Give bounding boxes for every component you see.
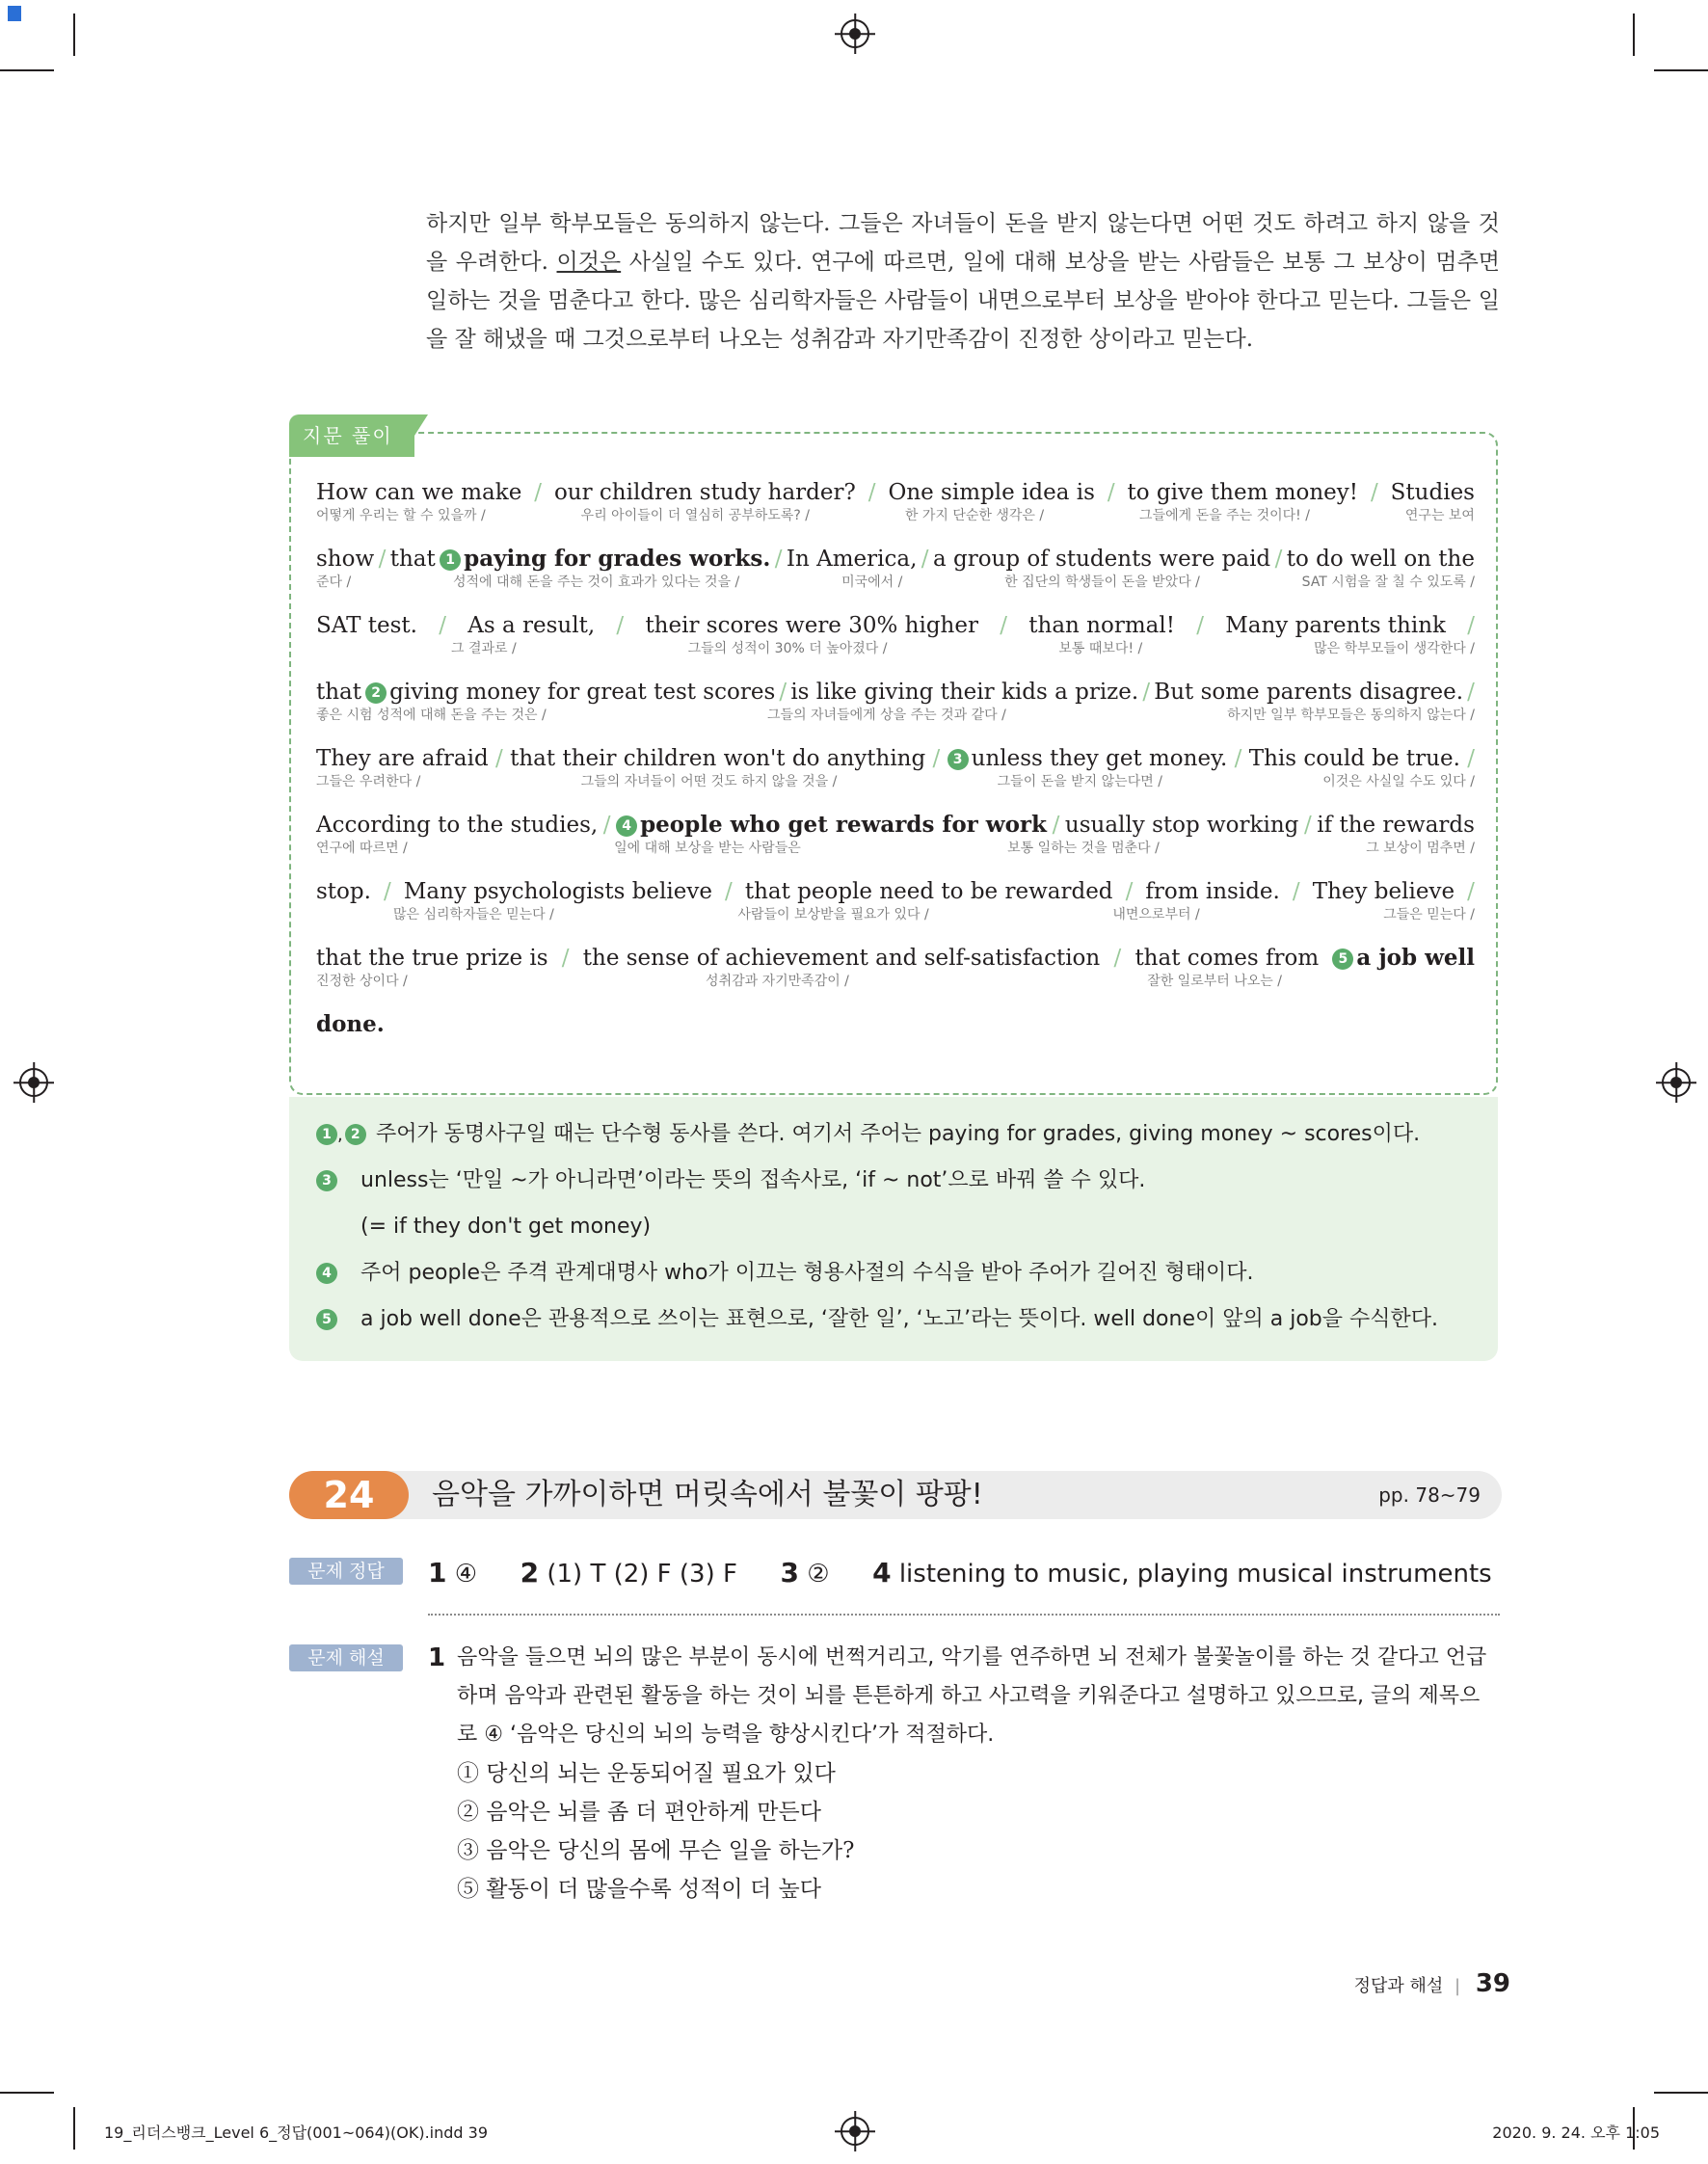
- grammar-notes: [289, 1097, 1498, 1361]
- gloss: 그들의 자녀들에게 상을 주는 것과 같다 /: [767, 708, 1006, 723]
- crop-mark: [1633, 13, 1635, 56]
- gloss: 미국에서 /: [841, 574, 903, 590]
- crop-mark: [73, 2107, 75, 2150]
- note-number-icon: 5: [316, 1309, 337, 1330]
- option-item: ③ 음악은 당신의 몸에 무슨 일을 하는가?: [457, 1838, 855, 1863]
- chunk: show: [316, 547, 375, 572]
- note-row: [316, 1305, 1438, 1334]
- chunk: They believe: [1312, 879, 1455, 904]
- gloss: 그들에게 돈을 주는 것이다! /: [1139, 508, 1310, 523]
- translation-text: 하지만 일부 학부모들은 동의하지 않는다. 그들은 자녀들이 돈을 받지 않는다면 어떤 것도 하려고 하지 않을 것을 우려한다.: [426, 211, 1500, 275]
- analysis-line: [316, 1010, 1475, 1070]
- chunk: paying for grades works.: [464, 546, 771, 572]
- note-text: a job well done은 관용적으로 쓰이는 표현으로, ‘잘한 일’, ‘노고’라는 뜻이다. well done이 앞의 a job을 수식한다.: [360, 1307, 1438, 1331]
- page-number: 39: [1475, 1969, 1510, 1998]
- gloss: 사람들이 보상받을 필요가 있다 /: [737, 907, 929, 922]
- chunk: that: [316, 680, 362, 705]
- footer-file: 19_리더스뱅크_Level 6_정답(001~064)(OK).indd 39: [104, 2124, 489, 2142]
- chunk: that their children won't do anything: [510, 746, 926, 771]
- gloss: 일에 대해 보상을 받는 사람들은: [614, 841, 801, 856]
- chunk: is like giving their kids a prize.: [790, 680, 1139, 705]
- folio-label: 정답과 해설: [1353, 1976, 1444, 1996]
- bookmark-icon: [8, 6, 21, 21]
- crop-mark: [73, 13, 75, 56]
- answer-value: ④: [454, 1560, 478, 1589]
- gloss: 많은 심리학자들은 믿는다 /: [393, 907, 554, 922]
- explanation-number: 1: [428, 1643, 446, 1672]
- note-row: [316, 1259, 1254, 1288]
- chunk: usually stop working: [1064, 813, 1299, 838]
- chunk: the sense of achievement and self-satisfaction: [582, 946, 1101, 971]
- chunk: Studies: [1390, 480, 1475, 505]
- section-pages: pp. 78~79: [1378, 1483, 1481, 1507]
- analysis-line: show / that 1 paying for grades works. / In America, / a group of students were paid / to do well on the 준다 / 성적에 대해 돈을 주는 것이 효과가 있다는 것을 / 미국에서 / 한 집단의 학생들이 돈을 받았다 / SAT 시험을 잘 칠 수 있도록 /: [316, 546, 1475, 590]
- gloss: 성적에 대해 돈을 주는 것이 효과가 있다는 것을 /: [453, 574, 740, 590]
- answers-label: 문제 정답: [289, 1558, 403, 1585]
- chunk: our children study harder?: [553, 480, 856, 505]
- answer-number: 2: [520, 1557, 540, 1589]
- section-header: [289, 1471, 1502, 1519]
- gloss: 그 보상이 멈추면 /: [1366, 841, 1475, 856]
- marker-1-icon: 1: [440, 549, 461, 571]
- analysis-tag: 지문 풀이: [289, 414, 414, 457]
- section-title: 음악을 가까이하면 머릿속에서 불꽃이 팡팡!: [432, 1478, 983, 1511]
- gloss: 그 결과로 /: [451, 641, 517, 656]
- chunk: In America,: [786, 547, 918, 572]
- note-number-icon: 4: [316, 1263, 337, 1284]
- chunk: to do well on the: [1286, 547, 1475, 572]
- gloss: 진정한 상이다 /: [316, 974, 408, 989]
- chunk: But some parents disagree.: [1154, 680, 1464, 705]
- chunk: that comes from: [1134, 946, 1320, 971]
- note-text: 주어가 동명사구일 때는 단수형 동사를 쓴다. 여기서 주어는 paying for grades, giving money ~ scores이다.: [376, 1122, 1421, 1146]
- note-text: (= if they don't get money): [360, 1215, 652, 1239]
- option-item: ② 음악은 뇌를 좀 더 편안하게 만든다: [457, 1800, 821, 1825]
- crop-mark: [1654, 2092, 1708, 2094]
- marker-4-icon: 4: [616, 815, 637, 837]
- chunk: giving money for great test scores: [389, 680, 776, 705]
- registration-mark-icon: [1662, 1068, 1691, 1097]
- chunk: Many psychologists believe: [403, 879, 712, 904]
- answer-value: listening to music, playing musical instruments: [898, 1560, 1492, 1589]
- answer-value: ②: [807, 1560, 830, 1589]
- gloss: 그들은 우려한다 /: [316, 774, 421, 789]
- note-text: unless는 ‘만일 ~가 아니라면’이라는 뜻의 접속사로, ‘if ~ not’으로 바꿔 쓸 수 있다.: [360, 1168, 1146, 1192]
- note-number-icon: 2: [345, 1124, 366, 1145]
- option-item: ⑤ 활동이 더 많을수록 성적이 더 높다: [457, 1877, 821, 1902]
- gloss: 하지만 일부 학부모들은 동의하지 않는다 /: [1227, 708, 1475, 723]
- chunk: As a result,: [467, 613, 596, 638]
- analysis-line: SAT test. / As a result, / their scores were 30% higher / than normal! / Many parents think / 그 결과로 / 그들의 성적이 30% 더 높아졌다 / 보통 때보다! / 많은 학부모들이 생각한다 /: [316, 613, 1475, 656]
- chunk: unless they get money.: [971, 746, 1228, 771]
- gloss: 많은 학부모들이 생각한다 /: [1314, 641, 1475, 656]
- gloss: 한 가지 단순한 생각은 /: [904, 508, 1045, 523]
- chunk: done.: [316, 1011, 385, 1037]
- chunk: if the rewards: [1317, 813, 1475, 838]
- gloss: 그들의 자녀들이 어떤 것도 하지 않을 것을 /: [580, 774, 838, 789]
- chunk: a job well: [1356, 945, 1475, 971]
- gloss: 보통 때보다! /: [1058, 641, 1143, 656]
- explanation-text: 음악을 들으면 뇌의 많은 부분이 동시에 번쩍거리고, 악기를 연주하면 뇌 전체가 불꽃놀이를 하는 것 같다고 언급하며 음악과 관련된 활동을 하는 것이 뇌를 튼튼하게 하고 사고력을 키워준다고 설명하고 있으므로, 글의 제목으로 ④ ‘음악은 당신의 뇌의 능력을 향상시킨다’가 적절하다.: [457, 1645, 1487, 1747]
- crop-mark: [0, 2092, 54, 2094]
- folio-separator: |: [1454, 1976, 1461, 1996]
- chunk: to give them money!: [1127, 480, 1359, 505]
- divider: [428, 1614, 1500, 1616]
- chunk: They are afraid: [316, 746, 489, 771]
- note-number-icon: 1: [316, 1124, 337, 1145]
- gloss: 그들이 돈을 받지 않는다면 /: [997, 774, 1162, 789]
- gloss: 어떻게 우리는 할 수 있을까 /: [316, 508, 486, 523]
- analysis-line: that the true prize is / the sense of achievement and self-satisfaction / that comes from 5 a job well 진정한 상이다 / 성취감과 자기만족감이 / 잘한 일로부터 나오는 /: [316, 945, 1475, 989]
- chunk: that the true prize is: [316, 946, 548, 971]
- tag-corner-icon: [414, 414, 428, 436]
- translation-underlined: 이것은: [556, 250, 622, 275]
- page-folio: [1354, 1966, 1510, 2004]
- analysis-line: that 2 giving money for great test scores / is like giving their kids a prize. / But some parents disagree. / 좋은 시험 성적에 대해 돈을 주는 것은 / 그들의 자녀들에게 상을 주는 것과 같다 / 하지만 일부 학부모들은 동의하지 않는다 /: [316, 680, 1475, 723]
- marker-2-icon: 2: [365, 682, 387, 704]
- chunk: people who get rewards for work: [640, 812, 1047, 838]
- section-number: 24: [289, 1471, 409, 1519]
- answer-number: 1: [428, 1557, 447, 1589]
- note-row: 1 , 2 주어가 동명사구일 때는 단수형 동사를 쓴다. 여기서 주어는 paying for grades, giving money ~ scores이다.: [316, 1120, 366, 1150]
- gloss: 준다 /: [316, 574, 352, 590]
- gloss: 그들의 성적이 30% 더 높아졌다 /: [687, 641, 888, 656]
- translation-paragraph: [426, 204, 1500, 359]
- gloss: 성취감과 자기만족감이 /: [706, 974, 849, 989]
- gloss: 잘한 일로부터 나오는 /: [1147, 974, 1282, 989]
- note-text: 주어 people은 주격 관계대명사 who가 이끄는 형용사절의 수식을 받아 주어가 길어진 형태이다.: [360, 1261, 1254, 1285]
- chunk: One simple idea is: [888, 480, 1095, 505]
- chunk: from inside.: [1145, 879, 1280, 904]
- note-number-icon: 3: [316, 1170, 337, 1191]
- gloss: 한 집단의 학생들이 돈을 받았다 /: [1004, 574, 1200, 590]
- chunk: that people need to be rewarded: [744, 879, 1113, 904]
- chunk: This could be true.: [1248, 746, 1460, 771]
- gloss: 연구는 보여: [1404, 508, 1475, 523]
- explanation-label: 문제 해설: [289, 1644, 403, 1671]
- answers-row: [428, 1554, 1492, 1593]
- gloss: 보통 일하는 것을 멈춘다 /: [1007, 841, 1160, 856]
- crop-mark: [1654, 69, 1708, 71]
- note-row: [316, 1166, 1146, 1195]
- marker-5-icon: 5: [1332, 948, 1353, 970]
- answer-number: 4: [872, 1557, 892, 1589]
- chunk: Many parents think: [1225, 613, 1446, 638]
- chunk: According to the studies,: [316, 813, 599, 838]
- crop-mark: [0, 69, 54, 71]
- marker-3-icon: 3: [947, 749, 969, 770]
- chunk: stop.: [316, 879, 371, 904]
- analysis-line: How can we make / our children study harder? / One simple idea is / to give them money! / Studies 어떻게 우리는 할 수 있을까 / 우리 아이들이 더 열심히 공부하도록? / 한 가지 단순한 생각은 / 그들에게 돈을 주는 것이다! / 연구는 보여: [316, 480, 1475, 523]
- chunk: How can we make: [316, 480, 522, 505]
- registration-mark-icon: [841, 2117, 869, 2146]
- analysis-line: They are afraid / that their children won't do anything / 3 unless they get money. / This could be true. / 그들은 우려한다 / 그들의 자녀들이 어떤 것도 하지 않을 것을 / 그들이 돈을 받지 않는다면 / 이것은 사실일 수도 있다 /: [316, 746, 1475, 789]
- gloss: 내면으로부터 /: [1112, 907, 1200, 922]
- gloss: 그들은 믿는다 /: [1383, 907, 1475, 922]
- answer-number: 3: [780, 1557, 799, 1589]
- chunk: their scores were 30% higher: [645, 613, 978, 638]
- chunk: SAT test.: [316, 613, 417, 638]
- gloss: 이것은 사실일 수도 있다 /: [1322, 774, 1475, 789]
- gloss: 연구에 따르면 /: [316, 841, 408, 856]
- chunk: that: [389, 547, 436, 572]
- gloss: 우리 아이들이 더 열심히 공부하도록? /: [580, 508, 810, 523]
- gloss: 좋은 시험 성적에 대해 돈을 주는 것은 /: [316, 708, 547, 723]
- registration-mark-icon: [19, 1068, 48, 1097]
- analysis-line: According to the studies, / 4 people who get rewards for work / usually stop working / if the rewards 연구에 따르면 / 일에 대해 보상을 받는 사람들은 보통 일하는 것을 멈춘다 / 그 보상이 멈추면 /: [316, 812, 1475, 856]
- chunk: than normal!: [1028, 613, 1175, 638]
- analysis-line: stop. / Many psychologists believe / that people need to be rewarded / from inside. / They believe / 많은 심리학자들은 믿는다 / 사람들이 보상받을 필요가 있다 / 내면으로부터 / 그들은 믿는다 /: [316, 879, 1475, 922]
- answer-value: (1) T (2) F (3) F: [547, 1560, 737, 1589]
- footer-date: 2020. 9. 24. 오후 1:05: [1492, 2124, 1660, 2142]
- translation-text: 사실일 수도 있다. 연구에 따르면, 일에 대해 보상을 받는 사람들은 보통 그 보상이 멈추면 일하는 것을 멈춘다고 한다. 많은 심리학자들은 사람들이 내면으로부터 보상을 받아야 한다고 믿는다. 그들은 일을 잘 해냈을 때 그것으로부터 나오는 성취감과 자기만족감이 진정한 상이라고 믿는다.: [426, 250, 1501, 352]
- chunk: a group of students were paid: [932, 547, 1271, 572]
- option-item: ① 당신의 뇌는 운동되어질 필요가 있다: [457, 1761, 836, 1786]
- registration-mark-icon: [841, 19, 869, 48]
- gloss: SAT 시험을 잘 칠 수 있도록 /: [1301, 574, 1475, 590]
